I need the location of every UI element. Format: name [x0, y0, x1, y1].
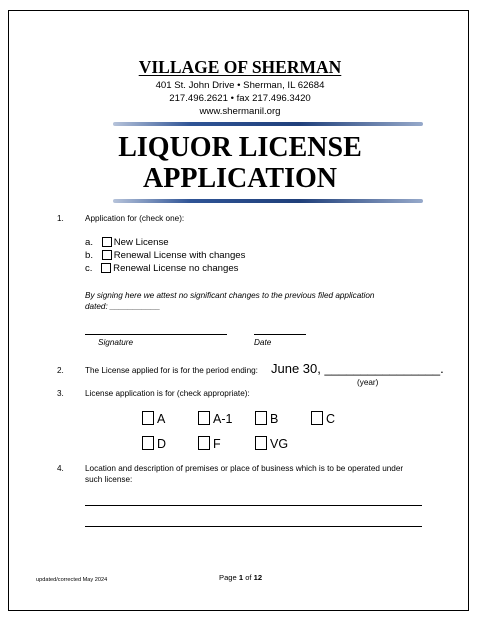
q1-option-c: [85, 263, 238, 274]
period-ending-field[interactable]: June 30, ________________.: [271, 361, 444, 376]
signature-line[interactable]: [85, 334, 227, 335]
website: www.shermanil.org: [199, 106, 281, 117]
class-b-checkbox[interactable]: [255, 411, 267, 425]
option-letter: c.: [85, 263, 93, 274]
renewal-with-changes-checkbox[interactable]: [102, 250, 112, 260]
q1-text: Application for (check one):: [85, 214, 185, 223]
option-label: Renewal License with changes: [113, 250, 246, 261]
class-a1-option[interactable]: A-1: [198, 411, 232, 426]
q2-number: 2.: [57, 366, 64, 375]
page-title-line1: LIQUOR LICENSE: [118, 132, 362, 163]
date-label: Date: [254, 338, 272, 347]
premises-line-2[interactable]: [85, 526, 422, 527]
phone-fax: 217.496.2621 • fax 217.496.3420: [169, 93, 311, 104]
option-label: Renewal License no changes: [113, 263, 239, 274]
class-a-checkbox[interactable]: [142, 411, 154, 425]
class-b-option[interactable]: B: [255, 411, 278, 426]
class-f-checkbox[interactable]: [198, 436, 210, 450]
class-a1-checkbox[interactable]: [198, 411, 210, 425]
org-name: VILLAGE OF SHERMAN: [138, 57, 342, 77]
updated-note: updated/corrected May 2024: [36, 577, 108, 583]
option-letter: b.: [85, 250, 94, 261]
class-d-option[interactable]: D: [142, 436, 166, 451]
premises-line-1[interactable]: [85, 505, 422, 506]
new-license-checkbox[interactable]: [102, 237, 112, 247]
year-label: (year): [357, 378, 379, 387]
q3-number: 3.: [57, 389, 64, 398]
page-number: Page 1 of 12: [219, 573, 263, 582]
q1-option-a: [85, 237, 169, 248]
page-title-line2: APPLICATION: [143, 163, 337, 194]
attest-statement: By signing here we attest no significant changes to the previous filed application: [85, 291, 375, 300]
signature-label: Signature: [98, 338, 134, 347]
option-letter: a.: [85, 237, 94, 248]
address: 401 St. John Drive • Sherman, IL 62684: [155, 80, 325, 91]
renewal-no-changes-checkbox[interactable]: [101, 263, 111, 273]
q4-text-line1: Location and description of premises or place of business which is to be operated under: [85, 464, 404, 473]
class-c-option[interactable]: C: [311, 411, 335, 426]
class-c-checkbox[interactable]: [311, 411, 323, 425]
q3-text: License application is for (check appropriate):: [85, 389, 250, 398]
header-divider-top: [113, 122, 423, 126]
q4-text-line2: such license:: [85, 475, 133, 484]
q4-number: 4.: [57, 464, 64, 473]
attest-dated[interactable]: dated: ___________: [85, 302, 161, 311]
class-vg-option[interactable]: VG: [255, 436, 288, 451]
q1-option-b: [85, 250, 245, 261]
class-vg-checkbox[interactable]: [255, 436, 267, 450]
class-f-option[interactable]: F: [198, 436, 221, 451]
q1-number: 1.: [57, 214, 64, 223]
q2-text: The License applied for is for the period ending:: [85, 366, 258, 375]
option-label: New License: [113, 237, 169, 248]
class-d-checkbox[interactable]: [142, 436, 154, 450]
class-a-option[interactable]: A: [142, 411, 165, 426]
header-divider-bottom: [113, 199, 423, 203]
date-line[interactable]: [254, 334, 306, 335]
